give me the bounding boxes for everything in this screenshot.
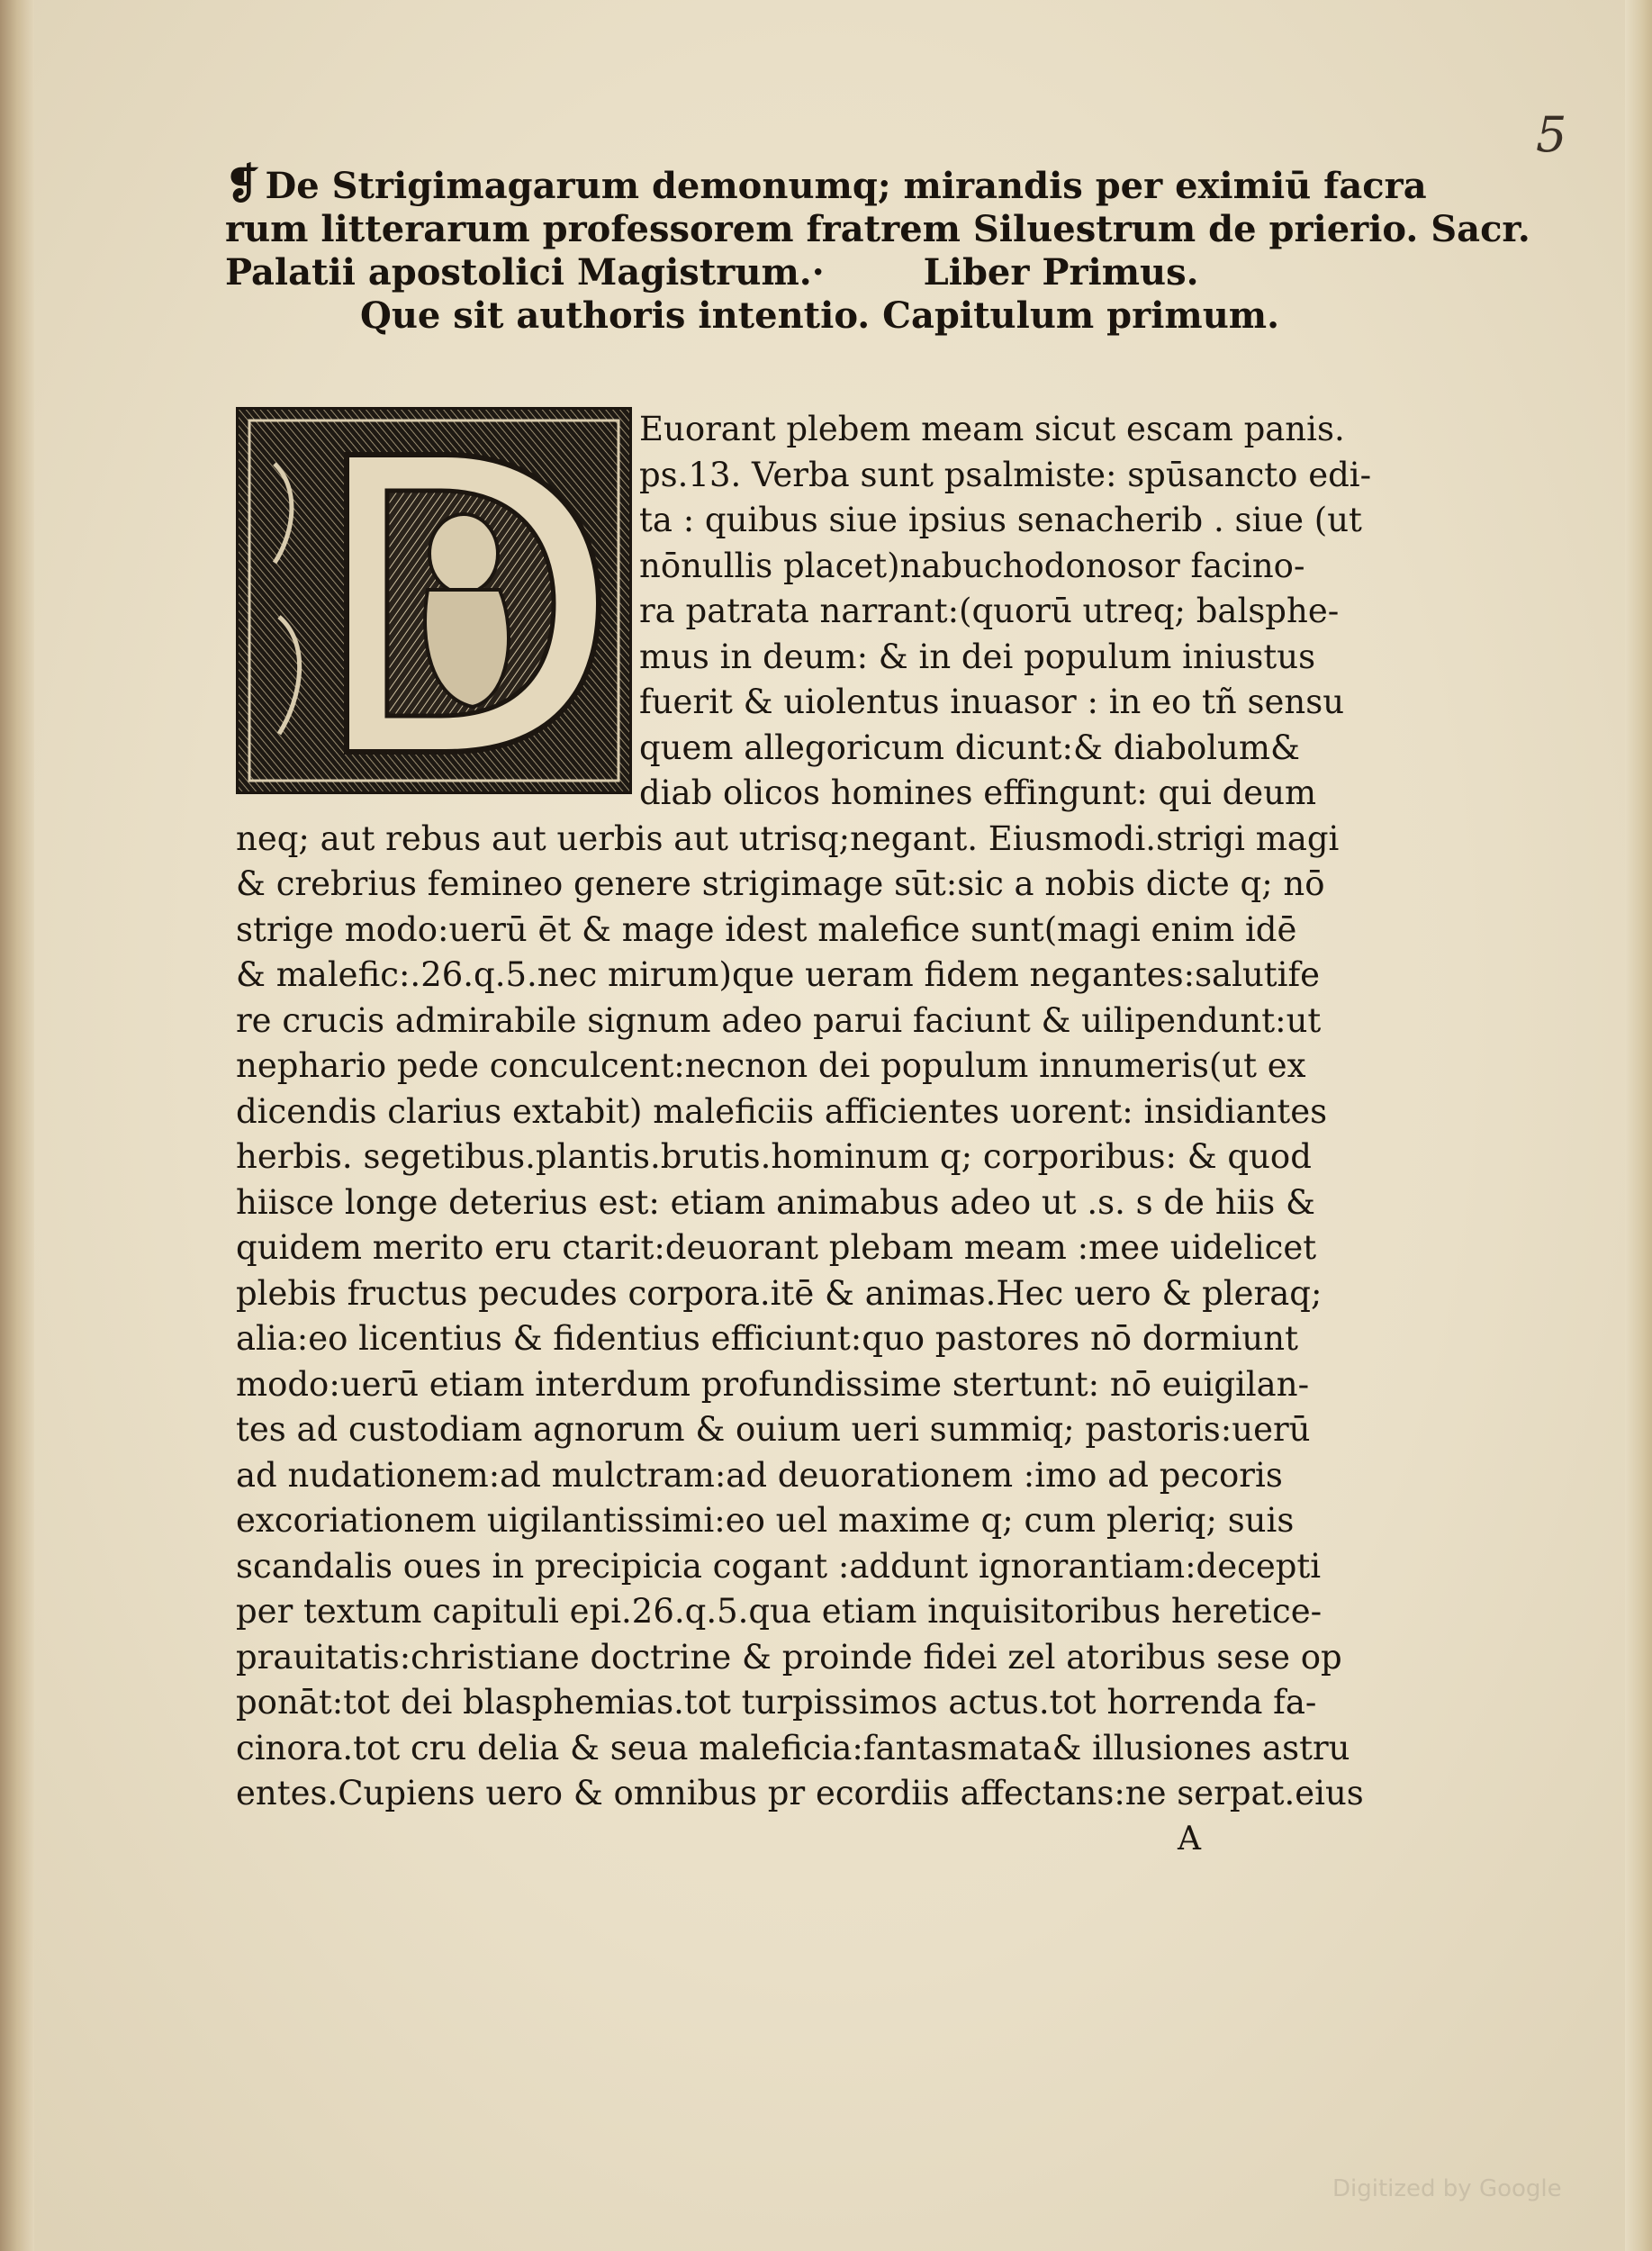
text-line: quem allegoricum dicunt:& diabolum&	[639, 728, 1300, 767]
text-line: excoriationem uigilantissimi:eo uel maxime q; cum pleriq; suis	[236, 1501, 1295, 1540]
text-line: entes.Cupiens uero & omnibus pr ecordiis affectans:ne serpat.eius	[236, 1774, 1364, 1813]
text-line: ad nudationem:ad mulctram:ad deuorationem :imo ad pecoris	[236, 1455, 1283, 1495]
text-line: prauitatis:christiane doctrine & proinde fidei zel atoribus sese op	[236, 1637, 1342, 1677]
signature-mark: A	[1178, 1821, 1201, 1858]
text-line: neq; aut rebus aut uerbis aut utrisq;negant. Eiusmodi.strigi magi	[236, 818, 1340, 858]
text-line: alia:eo licentius & fidentius efficiunt:quo pastores nō dormiunt	[236, 1319, 1298, 1358]
text-line: & crebrius femineo genere strigimage sūt:sic a nobis dicte q; nō	[236, 864, 1325, 903]
text-line: hiisce longe deterius est: etiam animabus adeo ut .s. s de hiis &	[236, 1182, 1315, 1222]
text-line: re crucis admirabile signum adeo parui faciunt & uilipendunt:ut	[236, 1000, 1322, 1040]
text-line: cinora.tot cru delia & seua maleficia:fantasmata& illusiones astru	[236, 1728, 1350, 1767]
book-label: Liber Primus.	[923, 251, 1199, 294]
text-line: tes ad custodiam agnorum & ouium ueri summiq; pastoris:uerū	[236, 1410, 1311, 1449]
title-line-3	[225, 251, 1467, 294]
text-line: diab olicos homines effingunt: qui deum	[639, 773, 1317, 812]
binding-edge	[0, 0, 34, 2251]
title-block	[225, 159, 1530, 338]
text-line: fuerit & uiolentus inuasor : in eo tñ sensu	[639, 683, 1345, 721]
pilcrow-icon: ❡	[225, 159, 260, 208]
text-line: quidem merito eru ctarit:deuorant plebam meam :mee uidelicet	[236, 1228, 1317, 1267]
text-line: strige modo:uerū ēt & mage idest malefice sunt(magi enim idē	[236, 909, 1297, 949]
title-line-1-text: De Strigimagarum demonumq; mirandis per eximiū facra	[265, 165, 1427, 207]
digitization-watermark: Digitized by Google	[1332, 2175, 1562, 2202]
text-line: scandalis oues in precipicia cogant :addunt ignorantiam:decepti	[236, 1546, 1322, 1586]
title-line-3-text: Palatii apostolici Magistrum.·	[225, 251, 825, 294]
text-line: Euorant plebem meam sicut escam panis.	[639, 410, 1345, 448]
text-line: per textum capituli epi.26.q.5.qua etiam inquisitoribus heretice-	[236, 1592, 1323, 1631]
text-line: ps.13. Verba sunt psalmiste: spūsancto edi-	[639, 455, 1372, 494]
page-number: 5	[1536, 106, 1567, 163]
text-line: plebis fructus pecudes corpora.itē & animas.Hec uero & pleraq;	[236, 1273, 1323, 1313]
text-line: ra patrata narrant:(quorū utreq; balsphe-	[639, 592, 1340, 630]
text-line: & malefic:.26.q.5.nec mirum)que ueram fidem negantes:salutife	[236, 955, 1321, 994]
text-line: ponāt:tot dei blasphemias.tot turpissimos actus.tot horrenda fa-	[236, 1683, 1317, 1722]
text-line: mus in deum: & in dei populum iniustus	[639, 637, 1316, 676]
title-line-1	[225, 159, 1467, 208]
text-line: ta : quibus siue ipsius senacherib . siue (ut	[639, 501, 1362, 539]
page-edge	[1625, 0, 1652, 2251]
text-line: nōnullis placet)nabuchodonosor facino-	[639, 546, 1305, 585]
text-line: modo:uerū etiam interdum profundissime stertunt: nō euigilan-	[236, 1364, 1310, 1404]
chapter-heading: Que sit authoris intentio. Capitulum primum.	[360, 294, 1280, 337]
text-line: nephario pede conculcent:necnon dei populum innumeris(ut ex	[236, 1046, 1306, 1085]
body-text	[236, 407, 1397, 1817]
title-line-2: rum litterarum professorem fratrem Siluestrum de prierio. Sacr.	[225, 208, 1530, 250]
text-line: dicendis clarius extabit) maleficiis afficientes uorent: insidiantes	[236, 1091, 1328, 1131]
text-line: herbis. segetibus.plantis.brutis.hominum q; corporibus: & quod	[236, 1137, 1312, 1176]
